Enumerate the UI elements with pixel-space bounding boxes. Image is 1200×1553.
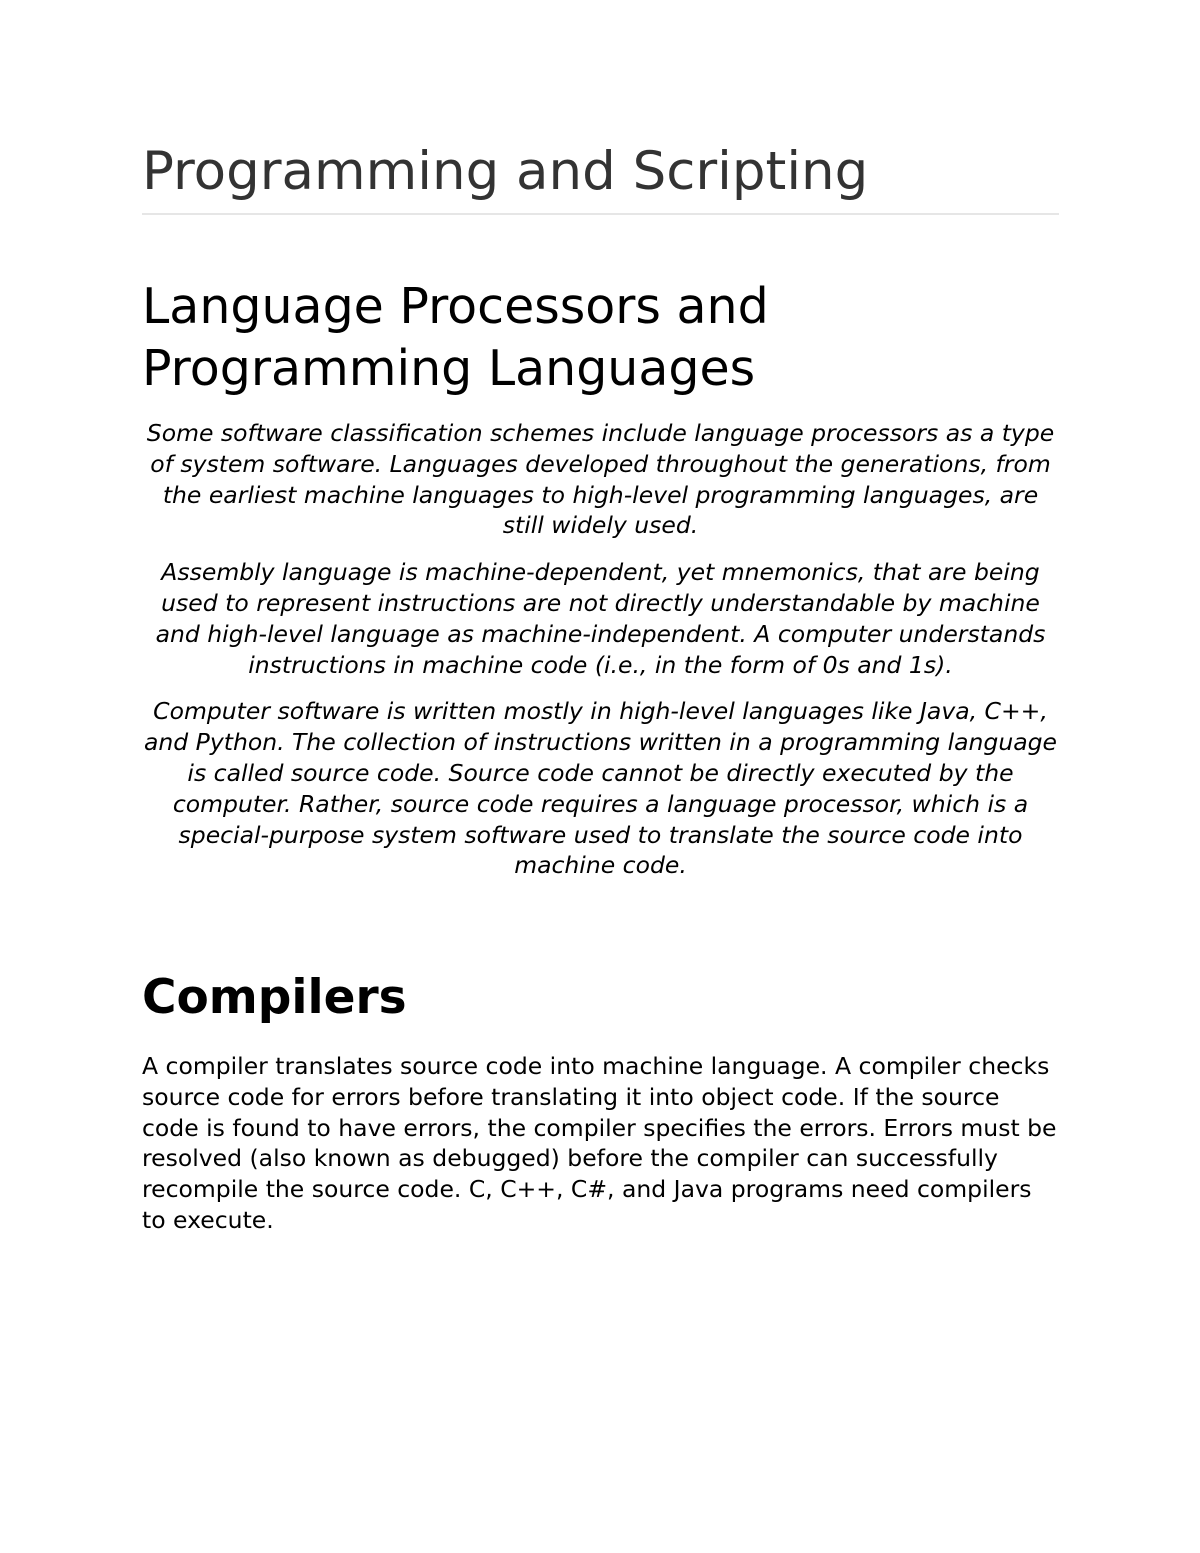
intro-paragraph: Some software classification schemes include language processors as a type of system software. Languages developed throughout the generations, from the earliest machine languages to high-level programming languages, are still widely used.	[146, 419, 1055, 540]
section-heading-line-1: Language Processors and	[142, 278, 769, 335]
intro-paragraph: Assembly language is machine-dependent, yet mnemonics, that are being used to represent instructions are not directly understandable by machine and high-level language as machine-independent. A computer understands instructions in machine code (i.e., in the form of 0s and 1s).	[155, 558, 1046, 679]
title-divider	[142, 213, 1059, 215]
compilers-paragraph: A compiler translates source code into machine language. A compiler checks source code for errors before translating it into object code. If the source code is found to have errors, the compiler specifies the errors. Errors must be resolved (also known as debugged) before the compiler can successfully recompile the source code. C, C++, C#, and Java programs need compilers to execute.	[142, 1052, 1057, 1234]
intro-quote-block	[142, 418, 1059, 897]
section-heading-line-2: Programming Languages	[142, 340, 756, 397]
document-title: Programming and Scripting	[142, 141, 869, 202]
intro-paragraph: Computer software is written mostly in high-level languages like Java, C++, and Python. The collection of instructions written in a programming language is called source code. Source code cannot be directly executed by the computer. Rather, source code requires a language processor, which is a special-purpose system software used to translate the source code into machine code.	[143, 697, 1058, 880]
compilers-heading: Compilers	[142, 970, 407, 1025]
section-heading	[142, 276, 1059, 400]
